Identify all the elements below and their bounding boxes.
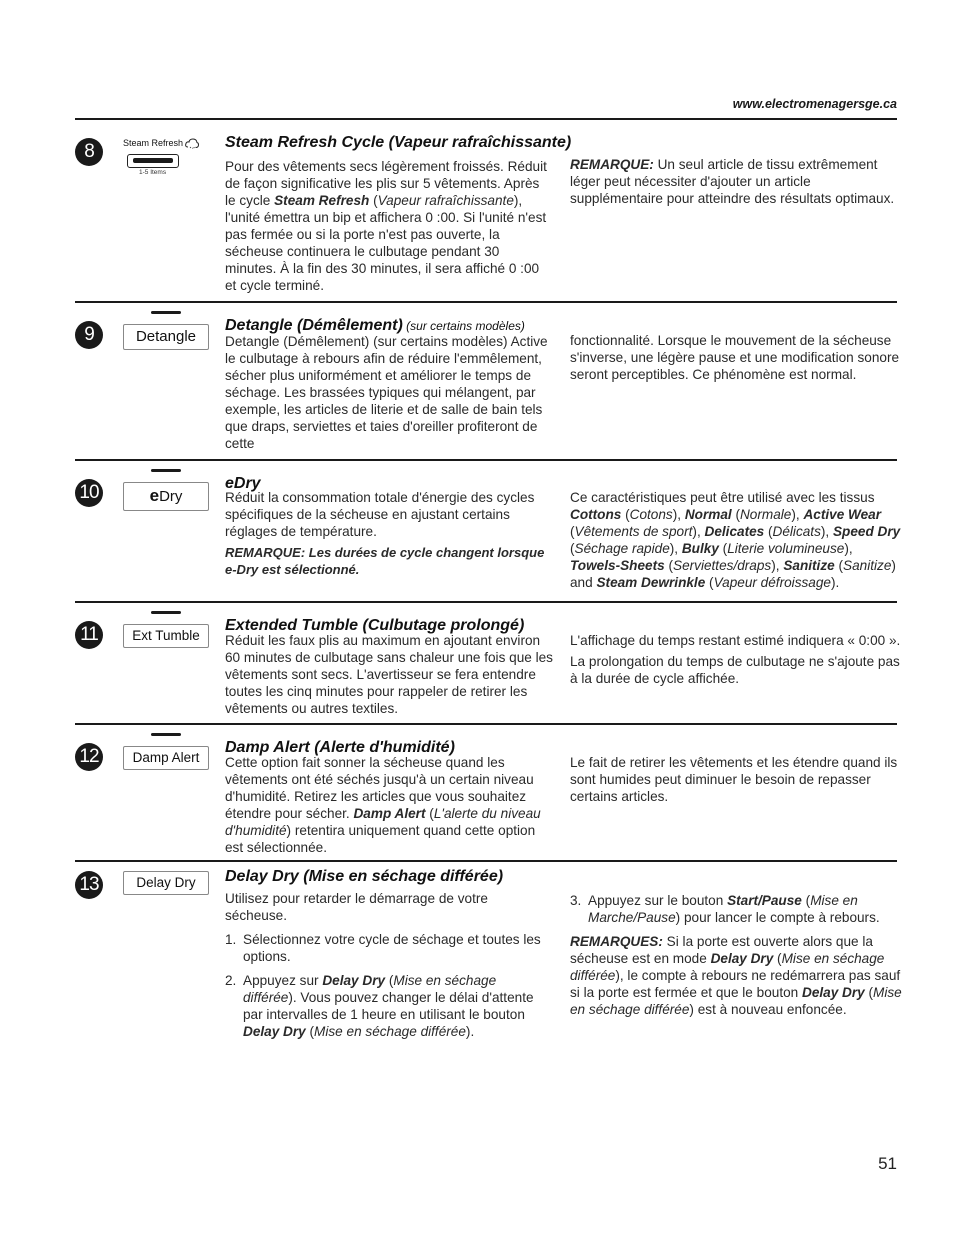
section-left-text: Utilisez pour retarder le démarrage de votre sécheuse. 1. Sélectionnez votre cycle de séchage et toutes les options. 2. Appuyez sur Delay Dry (Mise en séchage différée). Vous pouvez changer le délai d'attente par intervalles de 1 heure en utilisant le bouton Delay Dry (Mise en séchage différée). [225, 890, 553, 1047]
steam-refresh-button[interactable] [127, 154, 179, 168]
section-detangle [75, 303, 900, 461]
section-left-text: Réduit la consommation totale d'énergie des cycles spécifiques de la sécheuse en ajustant certains réglages de température. REMARQUE: Les durées de cycle changent lorsque e-Dry est sélectionné. [225, 489, 553, 582]
delay-dry-button[interactable]: Delay Dry [123, 871, 209, 895]
detangle-control [123, 311, 209, 350]
damp-alert-control [123, 733, 209, 770]
edry-button[interactable]: eDry [123, 482, 209, 511]
section-title: Detangle (Démêlement) (sur certains modèles) [225, 317, 525, 334]
detangle-button[interactable]: Detangle [123, 324, 209, 350]
section-number-13: 13 [75, 871, 103, 899]
section-right-text: L'affichage du temps restant estimé indiquera « 0:00 ». La prolongation du temps de culbutage ne s'ajoute pas à la durée de cycle affichée. [570, 633, 901, 686]
section-damp-alert [75, 725, 897, 862]
edry-control [123, 469, 209, 511]
e-logo-icon: e [149, 486, 160, 505]
section-title: eDry [225, 475, 261, 492]
site-url: www.electromenagersge.ca [732, 97, 897, 111]
section-left-text: Pour des vêtements secs légèrement froissés. Réduit de façon significative les plis sur 5 vêtements. Après le cycle Steam Refresh (Vapeur rafraîchissante), l'unité émettra un bip et affichera 0 :00. Si l'unité n'est pas fermée ou si la porte n'est pas ouverte, la sécheuse continuera le culbutage pendant 30 minutes. À la fin des 30 minutes, il sera affiché 0 :00 et cycle terminé. [225, 159, 547, 293]
section-title: Damp Alert (Alerte d'humidité) [225, 739, 455, 756]
section-right-text: REMARQUE: Un seul article de tissu extrêmement léger peut nécessiter d'ajouter un article supplémentaire pour atteindre des résultats optimaux. [570, 157, 895, 206]
list-item: 2. Appuyez sur Delay Dry (Mise en séchage différée). Vous pouvez changer le délai d'attente par intervalles de 1 heure en utilisant le bouton Delay Dry (Mise en séchage différée). [225, 973, 534, 1039]
section-right-text: 3. Appuyez sur le bouton Start/Pause (Mise en Marche/Pause) pour lancer le compte à rebours. REMARQUES: Si la porte est ouverte alors que la sécheuse est en mode Delay Dry (Mise en séchage différée), le compte à rebours ne redémarrera pas sauf si la porte est fermée et que le bouton Delay Dry (Mise en séchage différée) est à nouveau enfoncée. [570, 892, 904, 1022]
steam-cloud-icon [185, 138, 199, 149]
section-title: Steam Refresh Cycle (Vapeur rafraîchissante) [225, 134, 572, 151]
section-right-text [570, 489, 904, 595]
section-left-text: Detangle (Démêlement) (sur certains modèles) Active le culbutage à rebours afin de réduire l'emmêlement, sécher plus uniformément et améliorer le temps de séchage. Les brassées typiques qui mélangent, par exemple, les articles de literie et de salle de bain tels que draps, serviettes et taies d'oreiller profiteront de cette [225, 334, 548, 451]
indicator-light [151, 733, 181, 736]
section-left-text: Cette option fait sonner la sécheuse quand les vêtements ont été séchés jusqu'à un certain niveau d'humidité. Retirez les articles que vous souhaitez étendre pour sécher. Damp Alert (L'alerte du niveau d'humidité) retentira uniquement quand cette option est sélectionnée. [225, 755, 541, 855]
steam-refresh-items: 1-5 Items [139, 169, 167, 176]
indicator-light [151, 611, 181, 614]
section-title: Extended Tumble (Culbutage prolongé) [225, 617, 525, 634]
edry-compatible-cycles: Ce caractéristiques peut être utilisé avec les tissus Cottons (Cotons), Normal (Normale), Active Wear (Vêtements de sport), Delicates (Délicats), Speed Dry (Séchage rapide), Bulky (Literie volumineuse), Towels-Sheets (Serviettes/draps), Sanitize (Sanitize) and Steam Dewrinkle (Vapeur défroissage). [570, 490, 901, 590]
ext-tumble-control [123, 611, 209, 648]
section-right-text: Le fait de retirer les vêtements et les étendre quand ils sont humides peut diminuer le besoin de repasser certains articles. [570, 755, 898, 804]
section-number-9: 9 [75, 321, 103, 349]
delay-dry-steps [225, 931, 553, 1040]
ext-tumble-button[interactable]: Ext Tumble [123, 624, 209, 648]
section-delay-dry [75, 862, 902, 1062]
delay-dry-control [123, 871, 209, 895]
list-item: 1. Sélectionnez votre cycle de séchage et toutes les options. [225, 932, 541, 964]
section-number-10: 10 [75, 479, 103, 507]
section-steam-refresh [75, 120, 897, 303]
section-right-text: fonctionnalité. Lorsque le mouvement de la sécheuse s'inverse, une légère pause et une modification sonore seront perceptibles. Ce phénomène est normal. [570, 333, 900, 382]
list-item: 3. Appuyez sur le bouton Start/Pause (Mise en Marche/Pause) pour lancer le compte à rebours. [570, 893, 880, 925]
damp-alert-button[interactable]: Damp Alert [123, 746, 209, 770]
section-number-12: 12 [75, 743, 103, 771]
section-number-11: 11 [75, 621, 103, 649]
steam-refresh-label: Steam Refresh [123, 138, 199, 149]
edry-note: REMARQUE: Les durées de cycle changent lorsque e-Dry est sélectionné. [225, 545, 545, 577]
section-number-8: 8 [75, 138, 103, 166]
section-edry [75, 461, 901, 603]
section-ext-tumble [75, 603, 901, 725]
indicator-light [151, 469, 181, 472]
indicator-light [151, 311, 181, 314]
section-left-text: Réduit les faux plis au maximum en ajoutant environ 60 minutes de culbutage sans chaleur une fois que les vêtements sont secs. L'avertisseur se fera entendre toutes les cinq minutes pour rappeler de retirer les vêtements ou autres textiles. [225, 633, 553, 716]
section-title: Delay Dry (Mise en séchage différée) [225, 868, 504, 885]
page-number: 51 [878, 1154, 897, 1173]
steam-refresh-control [123, 133, 209, 176]
